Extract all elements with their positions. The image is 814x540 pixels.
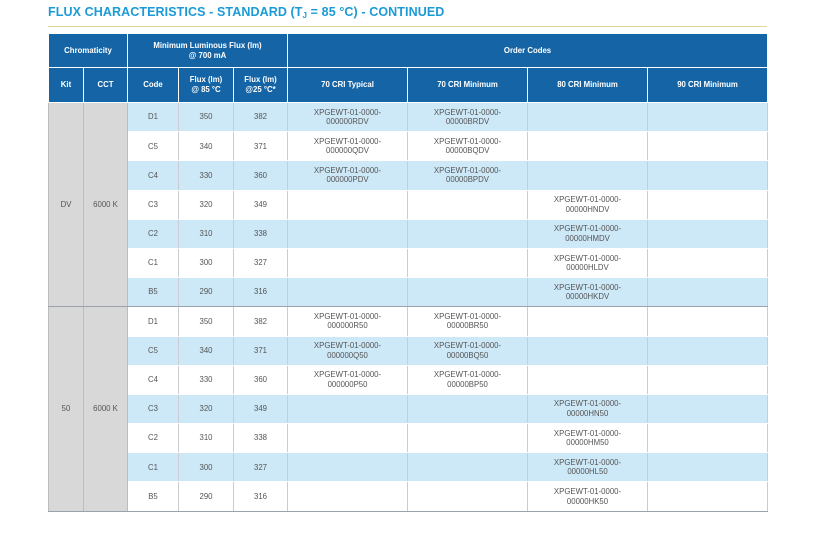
header-flux-25-line2: @25 °C* bbox=[245, 85, 276, 94]
flux-25-cell: 316 bbox=[234, 278, 288, 307]
cct-cell: 6000 K bbox=[84, 103, 128, 307]
order-code-70-minimum bbox=[408, 219, 528, 248]
flux-25-cell: 316 bbox=[234, 482, 288, 511]
order-code-80-minimum: XPGEWT-01-0000- 00000HN50 bbox=[528, 394, 648, 423]
header-90cri-minimum: 90 CRI Minimum bbox=[648, 68, 768, 103]
order-code-70-typical bbox=[288, 190, 408, 219]
order-code-90-minimum bbox=[648, 278, 768, 307]
table-row bbox=[49, 278, 768, 307]
code-cell: C3 bbox=[128, 394, 179, 423]
order-code-80-minimum: XPGEWT-01-0000- 00000HM50 bbox=[528, 424, 648, 453]
order-code-80-minimum bbox=[528, 307, 648, 336]
order-code-90-minimum bbox=[648, 103, 768, 132]
header-flux-85-line2: @ 85 °C bbox=[191, 85, 221, 94]
header-kit: Kit bbox=[49, 68, 84, 103]
table-body bbox=[49, 103, 768, 512]
flux-85-cell: 300 bbox=[179, 248, 234, 277]
code-cell: C4 bbox=[128, 161, 179, 190]
flux-85-cell: 290 bbox=[179, 278, 234, 307]
kit-cell: 50 bbox=[49, 307, 84, 511]
title-subscript: J bbox=[302, 11, 308, 20]
table-row bbox=[49, 453, 768, 482]
flux-85-cell: 340 bbox=[179, 132, 234, 161]
order-code-70-minimum bbox=[408, 394, 528, 423]
flux-85-cell: 320 bbox=[179, 190, 234, 219]
code-cell: D1 bbox=[128, 103, 179, 132]
table-row bbox=[49, 190, 768, 219]
flux-25-cell: 382 bbox=[234, 307, 288, 336]
flux-25-cell: 382 bbox=[234, 103, 288, 132]
table-row bbox=[49, 248, 768, 277]
order-code-90-minimum bbox=[648, 132, 768, 161]
flux-85-cell: 310 bbox=[179, 424, 234, 453]
header-flux-25-line1: Flux (lm) bbox=[244, 75, 277, 84]
flux-25-cell: 327 bbox=[234, 248, 288, 277]
flux-85-cell: 310 bbox=[179, 219, 234, 248]
order-code-70-minimum bbox=[408, 453, 528, 482]
header-chromaticity: Chromaticity bbox=[49, 34, 128, 68]
order-code-70-typical: XPGEWT-01-0000- 000000PDV bbox=[288, 161, 408, 190]
flux-85-cell: 350 bbox=[179, 307, 234, 336]
order-code-90-minimum bbox=[648, 394, 768, 423]
order-code-90-minimum bbox=[648, 307, 768, 336]
order-code-80-minimum: XPGEWT-01-0000- 00000HMDV bbox=[528, 219, 648, 248]
order-code-70-minimum: XPGEWT-01-0000- 00000BPDV bbox=[408, 161, 528, 190]
order-code-80-minimum bbox=[528, 336, 648, 365]
header-70cri-typical: 70 CRI Typical bbox=[288, 68, 408, 103]
table-row bbox=[49, 103, 768, 132]
table-row bbox=[49, 307, 768, 336]
flux-85-cell: 300 bbox=[179, 453, 234, 482]
order-code-70-minimum: XPGEWT-01-0000- 00000BQDV bbox=[408, 132, 528, 161]
code-cell: B5 bbox=[128, 482, 179, 511]
flux-25-cell: 371 bbox=[234, 336, 288, 365]
order-code-70-typical bbox=[288, 219, 408, 248]
order-code-70-typical: XPGEWT-01-0000- 000000R50 bbox=[288, 307, 408, 336]
order-code-70-typical bbox=[288, 394, 408, 423]
table-row bbox=[49, 482, 768, 511]
order-code-70-minimum bbox=[408, 190, 528, 219]
order-code-80-minimum bbox=[528, 132, 648, 161]
header-min-flux bbox=[128, 34, 288, 68]
code-cell: C2 bbox=[128, 219, 179, 248]
flux-85-cell: 290 bbox=[179, 482, 234, 511]
order-code-80-minimum bbox=[528, 103, 648, 132]
order-code-70-minimum bbox=[408, 482, 528, 511]
header-min-flux-line1: Minimum Luminous Flux (lm) bbox=[153, 40, 262, 50]
flux-25-cell: 371 bbox=[234, 132, 288, 161]
order-code-70-typical: XPGEWT-01-0000- 000000RDV bbox=[288, 103, 408, 132]
order-code-90-minimum bbox=[648, 190, 768, 219]
order-code-80-minimum bbox=[528, 161, 648, 190]
code-cell: C5 bbox=[128, 336, 179, 365]
flux-25-cell: 360 bbox=[234, 365, 288, 394]
code-cell: C2 bbox=[128, 424, 179, 453]
header-code: Code bbox=[128, 68, 179, 103]
order-code-70-minimum bbox=[408, 278, 528, 307]
flux-85-cell: 320 bbox=[179, 394, 234, 423]
flux-25-cell: 349 bbox=[234, 190, 288, 219]
header-order-codes: Order Codes bbox=[288, 34, 768, 68]
table-row bbox=[49, 424, 768, 453]
flux-25-cell: 360 bbox=[234, 161, 288, 190]
table-row bbox=[49, 394, 768, 423]
table-row bbox=[49, 219, 768, 248]
header-cct: CCT bbox=[84, 68, 128, 103]
order-code-80-minimum: XPGEWT-01-0000- 00000HKDV bbox=[528, 278, 648, 307]
code-cell: C1 bbox=[128, 248, 179, 277]
order-code-70-minimum bbox=[408, 424, 528, 453]
order-code-90-minimum bbox=[648, 336, 768, 365]
code-cell: C1 bbox=[128, 453, 179, 482]
table-row bbox=[49, 132, 768, 161]
order-code-90-minimum bbox=[648, 482, 768, 511]
kit-cell: DV bbox=[49, 103, 84, 307]
order-code-80-minimum: XPGEWT-01-0000- 00000HK50 bbox=[528, 482, 648, 511]
order-code-70-minimum: XPGEWT-01-0000- 00000BRDV bbox=[408, 103, 528, 132]
order-code-80-minimum: XPGEWT-01-0000- 00000HL50 bbox=[528, 453, 648, 482]
order-code-70-typical bbox=[288, 248, 408, 277]
order-code-70-minimum: XPGEWT-01-0000- 00000BR50 bbox=[408, 307, 528, 336]
order-code-70-typical bbox=[288, 424, 408, 453]
table-row bbox=[49, 365, 768, 394]
order-code-70-minimum bbox=[408, 248, 528, 277]
header-flux-85 bbox=[179, 68, 234, 103]
flux-85-cell: 340 bbox=[179, 336, 234, 365]
header-80cri-minimum: 80 CRI Minimum bbox=[528, 68, 648, 103]
order-code-90-minimum bbox=[648, 219, 768, 248]
order-code-70-minimum: XPGEWT-01-0000- 00000BP50 bbox=[408, 365, 528, 394]
order-code-70-typical: XPGEWT-01-0000- 000000P50 bbox=[288, 365, 408, 394]
code-cell: C4 bbox=[128, 365, 179, 394]
order-code-80-minimum: XPGEWT-01-0000- 00000HNDV bbox=[528, 190, 648, 219]
page-title bbox=[48, 5, 444, 20]
order-code-80-minimum: XPGEWT-01-0000- 00000HLDV bbox=[528, 248, 648, 277]
flux-85-cell: 330 bbox=[179, 365, 234, 394]
header-flux-85-line1: Flux (lm) bbox=[189, 75, 223, 84]
order-code-70-typical bbox=[288, 482, 408, 511]
table-row bbox=[49, 336, 768, 365]
order-code-90-minimum bbox=[648, 161, 768, 190]
title-main: FLUX CHARACTERISTICS - STANDARD (T bbox=[48, 5, 303, 19]
order-code-80-minimum bbox=[528, 365, 648, 394]
header-70cri-minimum: 70 CRI Minimum bbox=[408, 68, 528, 103]
flux-25-cell: 349 bbox=[234, 394, 288, 423]
order-code-90-minimum bbox=[648, 424, 768, 453]
order-code-90-minimum bbox=[648, 365, 768, 394]
title-rest: = 85 °C) - CONTINUED bbox=[307, 5, 445, 19]
order-code-70-typical bbox=[288, 278, 408, 307]
code-cell: C5 bbox=[128, 132, 179, 161]
header-flux-25 bbox=[234, 68, 288, 103]
flux-table bbox=[48, 33, 768, 512]
flux-25-cell: 338 bbox=[234, 424, 288, 453]
flux-85-cell: 350 bbox=[179, 103, 234, 132]
order-code-90-minimum bbox=[648, 248, 768, 277]
order-code-70-minimum: XPGEWT-01-0000- 00000BQ50 bbox=[408, 336, 528, 365]
flux-25-cell: 338 bbox=[234, 219, 288, 248]
header-min-flux-line2: @ 700 mA bbox=[188, 50, 227, 60]
cct-cell: 6000 K bbox=[84, 307, 128, 511]
order-code-70-typical bbox=[288, 453, 408, 482]
code-cell: D1 bbox=[128, 307, 179, 336]
table-row bbox=[49, 161, 768, 190]
flux-85-cell: 330 bbox=[179, 161, 234, 190]
order-code-70-typical: XPGEWT-01-0000- 000000Q50 bbox=[288, 336, 408, 365]
flux-25-cell: 327 bbox=[234, 453, 288, 482]
code-cell: C3 bbox=[128, 190, 179, 219]
order-code-90-minimum bbox=[648, 453, 768, 482]
code-cell: B5 bbox=[128, 278, 179, 307]
order-code-70-typical: XPGEWT-01-0000- 000000QDV bbox=[288, 132, 408, 161]
title-underline bbox=[48, 26, 767, 27]
